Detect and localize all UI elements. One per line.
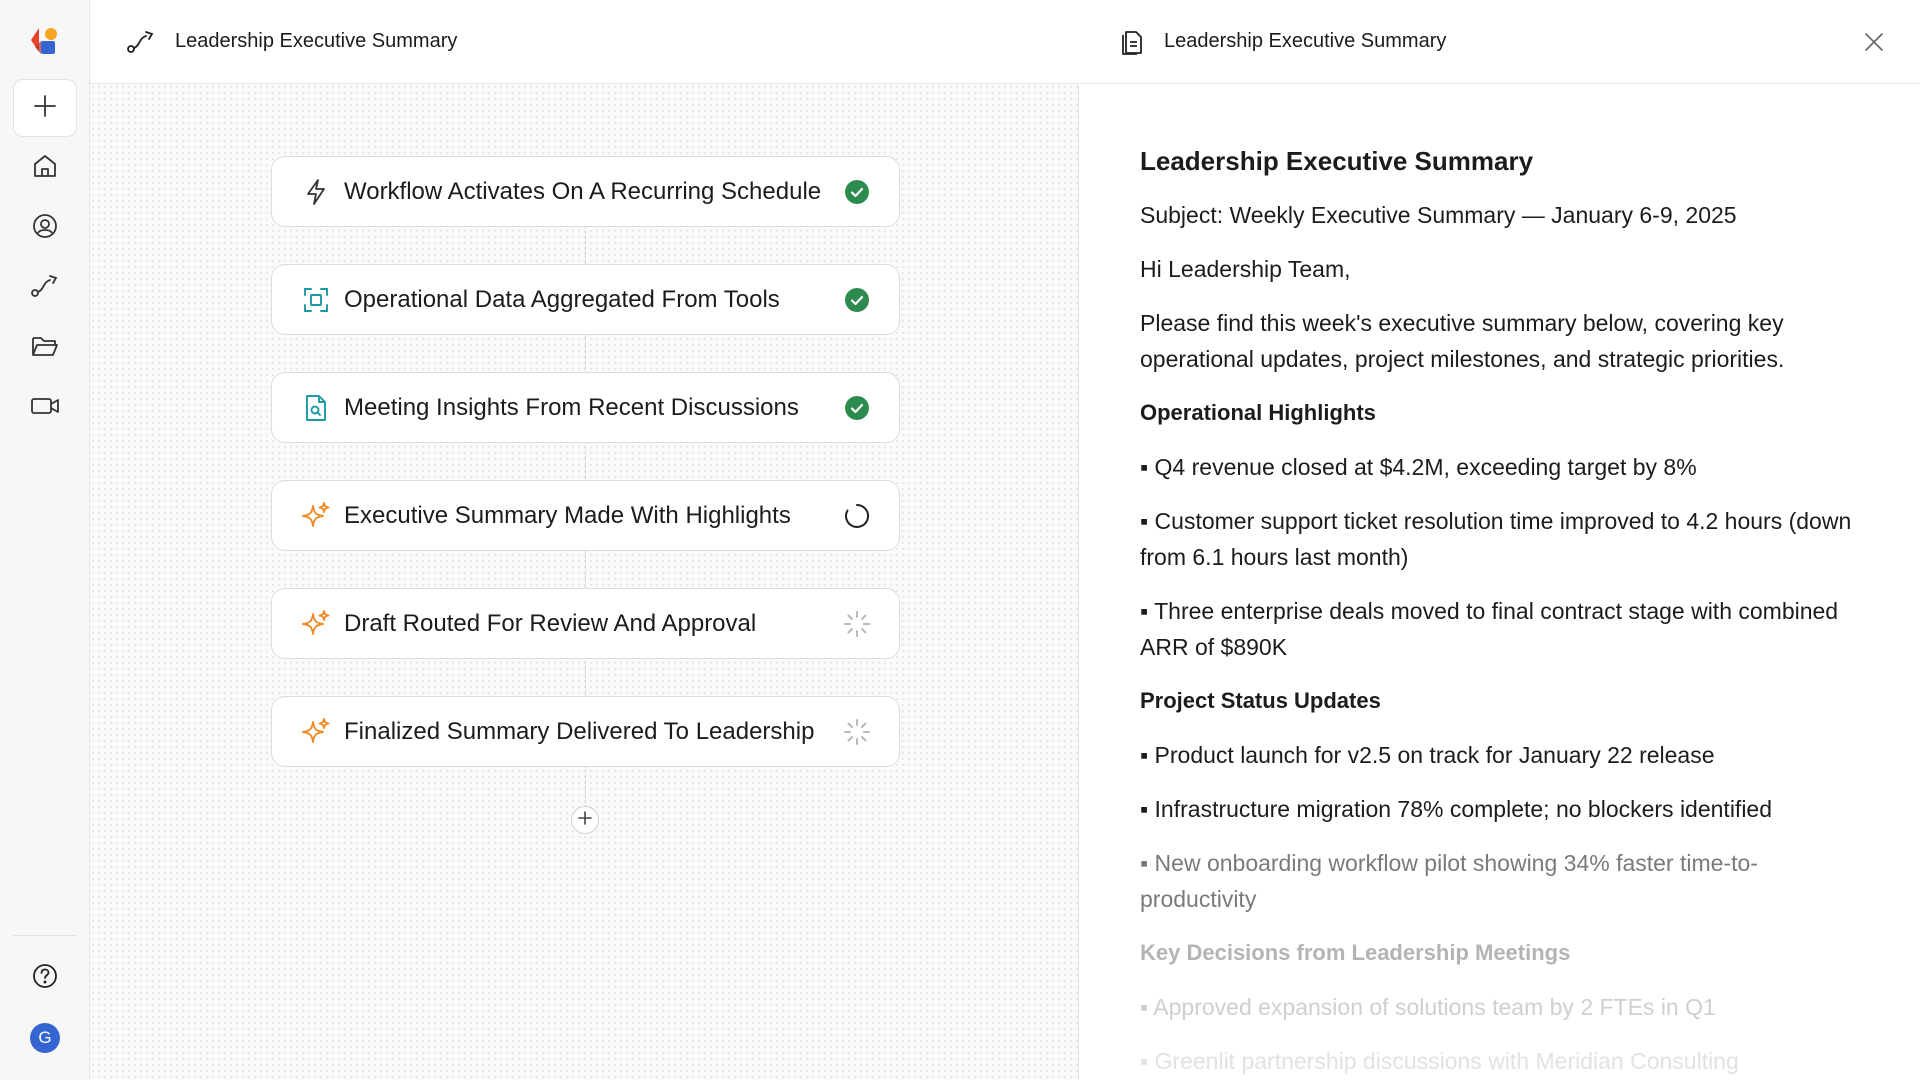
workflow-step[interactable]: [271, 264, 900, 335]
video-icon: [30, 394, 60, 423]
close-button[interactable]: [1858, 26, 1890, 58]
bullet-item: ▪ Approved expansion of solutions team by 2 FTEs in Q1: [1140, 994, 1716, 1020]
scan-icon: [301, 285, 331, 315]
nav-home[interactable]: [25, 148, 65, 188]
sparkle-icon: [301, 717, 331, 747]
lightning-icon: [301, 177, 331, 207]
step-label: Operational Data Aggregated From Tools: [344, 285, 780, 313]
workflow-step[interactable]: [271, 480, 900, 551]
help-icon: [31, 962, 59, 995]
avatar-initial: G: [38, 1028, 52, 1047]
check-complete-icon: [842, 285, 872, 315]
nav-profile[interactable]: [25, 208, 65, 248]
workflow-icon: [125, 26, 157, 58]
nav-video[interactable]: [25, 388, 65, 428]
email-intro: Please find this week's executive summary below, covering key operational updates, project milestones, and strategic priorities.: [1140, 310, 1785, 372]
document-header-title: Leadership Executive Summary: [1164, 30, 1447, 52]
pending-spinner-icon: [842, 717, 872, 747]
new-button[interactable]: [13, 79, 77, 137]
bullet-item: ▪ Customer support ticket resolution time improved to 4.2 hours (down from 6.1 hours last month): [1140, 508, 1852, 570]
step-label: Workflow Activates On A Recurring Schedule: [344, 177, 822, 205]
loading-ring-icon: [842, 501, 872, 531]
bullet-item: ▪ Q4 revenue closed at $4.2M, exceeding target by 8%: [1140, 454, 1697, 480]
plus-icon: [32, 93, 58, 124]
bullet-item: ▪ Three enterprise deals moved to final contract stage with combined ARR of $890K: [1140, 598, 1839, 660]
workflow-canvas: [90, 0, 1079, 1080]
document-header: [1080, 0, 1920, 84]
step-label: Finalized Summary Delivered To Leadership: [344, 717, 815, 745]
email-subject: Subject: Weekly Executive Summary — January 6-9, 2025: [1140, 202, 1737, 228]
step-label: Meeting Insights From Recent Discussions: [344, 393, 799, 421]
home-icon: [31, 152, 59, 185]
workflow-step[interactable]: [271, 588, 900, 659]
section-heading: Key Decisions from Leadership Meetings: [1140, 940, 1571, 965]
document-search-icon: [301, 393, 331, 423]
workflow-step[interactable]: [271, 156, 900, 227]
workflow-step[interactable]: [271, 696, 900, 767]
nav-files[interactable]: [25, 328, 65, 368]
section-heading: Operational Highlights: [1140, 400, 1376, 425]
workflow-icon: [30, 272, 60, 305]
document-icon: [1118, 26, 1146, 58]
app-logo-icon[interactable]: [29, 26, 61, 54]
workflow-title: Leadership Executive Summary: [175, 30, 458, 52]
nav-workflows[interactable]: [25, 268, 65, 308]
bullet-item: ▪ Infrastructure migration 78% complete; no blockers identified: [1140, 796, 1773, 822]
add-step-button[interactable]: [571, 806, 599, 834]
close-icon: [1863, 31, 1885, 53]
sparkle-icon: [301, 501, 331, 531]
check-complete-icon: [842, 393, 872, 423]
check-complete-icon: [842, 177, 872, 207]
folder-icon: [30, 333, 60, 364]
step-label: Draft Routed For Review And Approval: [344, 609, 757, 637]
avatar[interactable]: [30, 1023, 60, 1053]
pending-spinner-icon: [842, 609, 872, 639]
user-circle-icon: [31, 212, 59, 245]
left-rail: [0, 0, 90, 1080]
workflow-step[interactable]: [271, 372, 900, 443]
section-heading: Project Status Updates: [1140, 688, 1381, 713]
bullet-item: ▪ Greenlit partnership discussions with Meridian Consulting: [1140, 1048, 1739, 1074]
bullet-item: ▪ New onboarding workflow pilot showing 34% faster time-to-productivity: [1140, 850, 1758, 912]
plus-icon: [577, 810, 593, 831]
sparkle-icon: [301, 609, 331, 639]
document-body: [1140, 146, 1860, 1080]
nav-help[interactable]: [25, 958, 65, 998]
document-panel: [1080, 0, 1920, 1080]
email-greeting: Hi Leadership Team,: [1140, 256, 1351, 282]
document-title: Leadership Executive Summary: [1140, 146, 1534, 176]
workflow-header: [90, 0, 1079, 84]
bullet-item: ▪ Product launch for v2.5 on track for January 22 release: [1140, 742, 1715, 768]
rail-divider: [13, 935, 77, 936]
step-label: Executive Summary Made With Highlights: [344, 501, 791, 529]
